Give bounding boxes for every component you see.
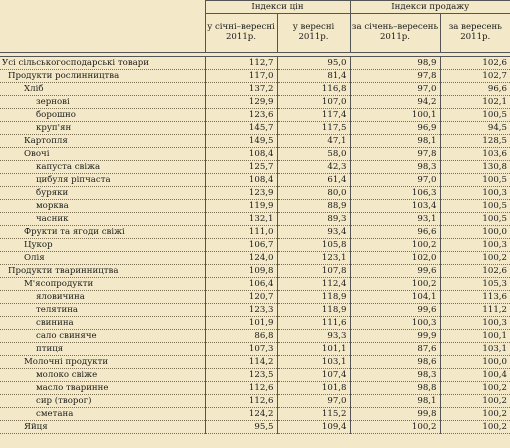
- price-jan-sep-value: 108,4: [205, 148, 277, 161]
- price-jan-sep-value: 137,2: [205, 83, 277, 96]
- price-sep-value: 93,3: [277, 330, 350, 343]
- price-jan-sep-value: 124,0: [205, 252, 277, 265]
- price-jan-sep-value: 112,6: [205, 382, 277, 395]
- price-jan-sep-value: 111,0: [205, 226, 277, 239]
- row-label: птиця: [0, 343, 205, 356]
- price-sep-value: 61,4: [277, 174, 350, 187]
- table-row: [0, 122, 510, 135]
- row-label: Цукор: [0, 239, 205, 252]
- table-row: [0, 161, 510, 174]
- price-sep-value: 116,8: [277, 83, 350, 96]
- row-label: зернові: [0, 96, 205, 109]
- table-row: [0, 408, 510, 421]
- sales-sep-value: 100,3: [440, 317, 510, 330]
- sales-jan-sep-value: 103,4: [350, 200, 440, 213]
- table-row: [0, 239, 510, 252]
- table-row: [0, 304, 510, 317]
- table-row: [0, 174, 510, 187]
- sales-jan-sep-value: 96,6: [350, 226, 440, 239]
- table-row: [0, 330, 510, 343]
- sales-sep-value: 130,8: [440, 161, 510, 174]
- price-sep-value: 107,0: [277, 96, 350, 109]
- price-jan-sep-value: 129,9: [205, 96, 277, 109]
- price-sep-value: 109,4: [277, 421, 350, 434]
- price-sep-value: 118,9: [277, 291, 350, 304]
- table-row: [0, 70, 510, 83]
- sales-index-header: Індекси продажу: [350, 1, 510, 14]
- table-row: [0, 83, 510, 96]
- sales-sep-value: 105,3: [440, 278, 510, 291]
- sales-jan-sep-value: 99,9: [350, 330, 440, 343]
- price-jan-sep-value: 132,1: [205, 213, 277, 226]
- price-jan-sep-value: 109,8: [205, 265, 277, 278]
- header-corner-lower: [0, 14, 205, 53]
- table-row: [0, 200, 510, 213]
- table-row: [0, 109, 510, 122]
- price-jan-sep-value: 120,7: [205, 291, 277, 304]
- table-row: [0, 187, 510, 200]
- price-sep-value: 97,0: [277, 395, 350, 408]
- price-jan-sep-value: 149,5: [205, 135, 277, 148]
- price-sep-value: 89,3: [277, 213, 350, 226]
- price-jan-sep-value: 101,9: [205, 317, 277, 330]
- sales-jan-sep-value: 94,2: [350, 96, 440, 109]
- col-header-price-jan-sep: у січні–вересні 2011р.: [205, 14, 277, 53]
- sales-jan-sep-value: 97,0: [350, 174, 440, 187]
- price-jan-sep-value: 106,7: [205, 239, 277, 252]
- sales-jan-sep-value: 97,8: [350, 70, 440, 83]
- price-sep-value: 93,4: [277, 226, 350, 239]
- table-row: [0, 57, 510, 70]
- sales-sep-value: 100,4: [440, 369, 510, 382]
- row-label: круп'ян: [0, 122, 205, 135]
- row-label: часник: [0, 213, 205, 226]
- row-label: Картопля: [0, 135, 205, 148]
- col-header-sales-jan-sep: за січень–вересень 2011р.: [350, 14, 440, 53]
- sales-jan-sep-value: 98,3: [350, 161, 440, 174]
- table-row: [0, 265, 510, 278]
- table-body: [0, 53, 510, 434]
- table-row: [0, 369, 510, 382]
- sales-sep-value: 100,1: [440, 330, 510, 343]
- sales-sep-value: 100,2: [440, 252, 510, 265]
- row-label: масло тваринне: [0, 382, 205, 395]
- row-label: молоко свіже: [0, 369, 205, 382]
- col-header-price-sep: у вересні 2011р.: [277, 14, 350, 53]
- row-label: сало свиняче: [0, 330, 205, 343]
- table-row: [0, 382, 510, 395]
- sales-sep-value: 100,5: [440, 174, 510, 187]
- sales-jan-sep-value: 98,3: [350, 369, 440, 382]
- table-row: [0, 343, 510, 356]
- price-sep-value: 101,1: [277, 343, 350, 356]
- sales-jan-sep-value: 93,1: [350, 213, 440, 226]
- row-label: свинина: [0, 317, 205, 330]
- sales-jan-sep-value: 98,1: [350, 135, 440, 148]
- sales-jan-sep-value: 106,3: [350, 187, 440, 200]
- sales-sep-value: 100,3: [440, 187, 510, 200]
- price-jan-sep-value: 114,2: [205, 356, 277, 369]
- price-sep-value: 107,8: [277, 265, 350, 278]
- sales-jan-sep-value: 104,1: [350, 291, 440, 304]
- sales-jan-sep-value: 97,8: [350, 148, 440, 161]
- price-sep-value: 47,1: [277, 135, 350, 148]
- sales-sep-value: 102,1: [440, 96, 510, 109]
- sales-jan-sep-value: 100,3: [350, 317, 440, 330]
- price-jan-sep-value: 145,7: [205, 122, 277, 135]
- price-sep-value: 42,3: [277, 161, 350, 174]
- row-label: борошно: [0, 109, 205, 122]
- price-sep-value: 95,0: [277, 57, 350, 70]
- sales-sep-value: 100,3: [440, 239, 510, 252]
- price-jan-sep-value: 95,5: [205, 421, 277, 434]
- table-row: [0, 226, 510, 239]
- sales-sep-value: 100,2: [440, 395, 510, 408]
- sales-sep-value: 102,7: [440, 70, 510, 83]
- row-label: цибуля ріпчаста: [0, 174, 205, 187]
- sales-sep-value: 100,5: [440, 109, 510, 122]
- sales-jan-sep-value: 100,2: [350, 278, 440, 291]
- price-jan-sep-value: 123,9: [205, 187, 277, 200]
- sales-sep-value: 102,6: [440, 265, 510, 278]
- sales-sep-value: 111,2: [440, 304, 510, 317]
- row-label: Олія: [0, 252, 205, 265]
- sales-sep-value: 100,2: [440, 382, 510, 395]
- row-label: сметана: [0, 408, 205, 421]
- table-row: [0, 252, 510, 265]
- price-sep-value: 105,8: [277, 239, 350, 252]
- row-label: телятина: [0, 304, 205, 317]
- row-label: Усі сільськогосподарські товари: [0, 57, 205, 70]
- table-row: [0, 421, 510, 434]
- price-jan-sep-value: 112,7: [205, 57, 277, 70]
- header-group-row: [0, 1, 510, 14]
- sales-jan-sep-value: 97,0: [350, 83, 440, 96]
- sales-jan-sep-value: 100,2: [350, 421, 440, 434]
- sales-jan-sep-value: 98,6: [350, 356, 440, 369]
- price-sep-value: 111,6: [277, 317, 350, 330]
- row-label: яловичина: [0, 291, 205, 304]
- sales-sep-value: 100,5: [440, 200, 510, 213]
- price-sep-value: 112,4: [277, 278, 350, 291]
- row-label: морква: [0, 200, 205, 213]
- sales-jan-sep-value: 98,8: [350, 382, 440, 395]
- price-sep-value: 123,1: [277, 252, 350, 265]
- price-sep-value: 58,0: [277, 148, 350, 161]
- row-label: Овочі: [0, 148, 205, 161]
- sales-sep-value: 128,5: [440, 135, 510, 148]
- sales-jan-sep-value: 100,1: [350, 109, 440, 122]
- price-jan-sep-value: 112,6: [205, 395, 277, 408]
- price-sep-value: 115,2: [277, 408, 350, 421]
- table-row: [0, 317, 510, 330]
- table-row: [0, 96, 510, 109]
- col-header-sales-sep: за вересень 2011р.: [440, 14, 510, 53]
- sales-sep-value: 103,1: [440, 343, 510, 356]
- price-jan-sep-value: 107,3: [205, 343, 277, 356]
- sales-sep-value: 113,6: [440, 291, 510, 304]
- sales-jan-sep-value: 99,6: [350, 304, 440, 317]
- sales-sep-value: 100,0: [440, 226, 510, 239]
- row-label: Хліб: [0, 83, 205, 96]
- sales-jan-sep-value: 96,9: [350, 122, 440, 135]
- row-label: Молочні продукти: [0, 356, 205, 369]
- sales-sep-value: 100,0: [440, 356, 510, 369]
- price-sep-value: 107,4: [277, 369, 350, 382]
- sales-sep-value: 96,6: [440, 83, 510, 96]
- sales-sep-value: 100,2: [440, 408, 510, 421]
- price-jan-sep-value: 119,9: [205, 200, 277, 213]
- table-row: [0, 395, 510, 408]
- row-label: Фрукти та ягоди свіжі: [0, 226, 205, 239]
- price-jan-sep-value: 106,4: [205, 278, 277, 291]
- sales-jan-sep-value: 99,6: [350, 265, 440, 278]
- row-label: Яйця: [0, 421, 205, 434]
- row-label: сир (творог): [0, 395, 205, 408]
- row-label: буряки: [0, 187, 205, 200]
- table-row: [0, 291, 510, 304]
- price-jan-sep-value: 108,4: [205, 174, 277, 187]
- price-jan-sep-value: 117,0: [205, 70, 277, 83]
- header-corner: [0, 1, 205, 14]
- price-sep-value: 80,0: [277, 187, 350, 200]
- price-sep-value: 101,8: [277, 382, 350, 395]
- sales-sep-value: 102,6: [440, 57, 510, 70]
- price-jan-sep-value: 124,2: [205, 408, 277, 421]
- table-row: [0, 278, 510, 291]
- sales-jan-sep-value: 98,9: [350, 57, 440, 70]
- price-sep-value: 103,1: [277, 356, 350, 369]
- row-label: Продукти рослинництва: [0, 70, 205, 83]
- price-jan-sep-value: 123,5: [205, 369, 277, 382]
- table-row: [0, 356, 510, 369]
- sales-sep-value: 100,2: [440, 421, 510, 434]
- price-jan-sep-value: 125,7: [205, 161, 277, 174]
- sales-sep-value: 103,6: [440, 148, 510, 161]
- table-row: [0, 135, 510, 148]
- row-label: Продукти тваринництва: [0, 265, 205, 278]
- price-index-header: Індекси цін: [205, 1, 350, 14]
- sales-jan-sep-value: 102,0: [350, 252, 440, 265]
- sales-sep-value: 94,5: [440, 122, 510, 135]
- sales-sep-value: 100,5: [440, 213, 510, 226]
- price-sep-value: 118,9: [277, 304, 350, 317]
- price-sep-value: 117,5: [277, 122, 350, 135]
- price-sep-value: 88,9: [277, 200, 350, 213]
- sales-jan-sep-value: 100,2: [350, 239, 440, 252]
- row-label: М'ясопродукти: [0, 278, 205, 291]
- price-jan-sep-value: 86,8: [205, 330, 277, 343]
- price-jan-sep-value: 123,3: [205, 304, 277, 317]
- sales-jan-sep-value: 99,8: [350, 408, 440, 421]
- price-sep-value: 117,4: [277, 109, 350, 122]
- header-columns-row: [0, 14, 510, 53]
- price-jan-sep-value: 123,6: [205, 109, 277, 122]
- table-row: [0, 213, 510, 226]
- price-sep-value: 81,4: [277, 70, 350, 83]
- sales-jan-sep-value: 87,6: [350, 343, 440, 356]
- sales-jan-sep-value: 98,1: [350, 395, 440, 408]
- row-label: капуста свіжа: [0, 161, 205, 174]
- table-row: [0, 148, 510, 161]
